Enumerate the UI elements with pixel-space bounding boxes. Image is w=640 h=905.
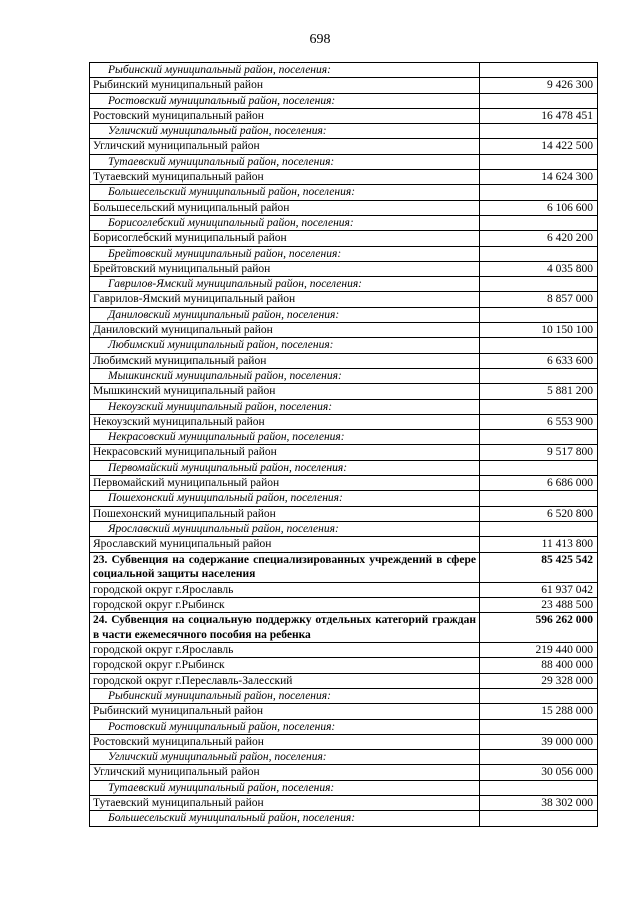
amount-cell: 85 425 542 <box>480 552 598 582</box>
amount-cell <box>480 780 598 795</box>
amount-cell: 39 000 000 <box>480 734 598 749</box>
settlements-subheading-row <box>90 124 598 139</box>
amount-cell <box>480 719 598 734</box>
amount-cell <box>480 338 598 353</box>
amount-cell: 23 488 500 <box>480 597 598 612</box>
settlements-subheading-row <box>90 780 598 795</box>
table-row <box>90 796 598 811</box>
table-row <box>90 384 598 399</box>
amount-cell <box>480 154 598 169</box>
settlements-subheading-row <box>90 368 598 383</box>
amount-cell <box>480 811 598 826</box>
recipient-name-cell: Даниловский муниципальный район <box>90 323 480 338</box>
settlements-subheading-row <box>90 154 598 169</box>
amount-cell: 4 035 800 <box>480 261 598 276</box>
recipient-name-cell: городской округ г.Ярославль <box>90 582 480 597</box>
recipient-name-cell: 23. Субвенция на содержание специализированных учреждений в сфере социальной защиты населения <box>90 552 480 582</box>
recipient-name-cell: Гаврилов-Ямский муниципальный район <box>90 292 480 307</box>
table-row <box>90 643 598 658</box>
table-row <box>90 582 598 597</box>
recipient-name-cell: Некоузский муниципальный район <box>90 414 480 429</box>
recipient-name-cell: Тутаевский муниципальный район, поселения: <box>90 780 480 795</box>
recipient-name-cell: Угличский муниципальный район <box>90 765 480 780</box>
recipient-name-cell: Ростовский муниципальный район <box>90 108 480 123</box>
settlements-subheading-row <box>90 93 598 108</box>
settlements-subheading-row <box>90 688 598 703</box>
recipient-name-cell: Некрасовский муниципальный район <box>90 445 480 460</box>
amount-cell <box>480 185 598 200</box>
recipient-name-cell: Ярославский муниципальный район, поселения: <box>90 521 480 536</box>
amount-cell: 38 302 000 <box>480 796 598 811</box>
amount-cell <box>480 491 598 506</box>
recipient-name-cell: Рыбинский муниципальный район <box>90 704 480 719</box>
recipient-name-cell: Рыбинский муниципальный район <box>90 78 480 93</box>
amount-cell: 15 288 000 <box>480 704 598 719</box>
recipient-name-cell: Угличский муниципальный район <box>90 139 480 154</box>
settlements-subheading-row <box>90 338 598 353</box>
amount-cell: 6 553 900 <box>480 414 598 429</box>
amount-cell: 8 857 000 <box>480 292 598 307</box>
recipient-name-cell: Борисоглебский муниципальный район <box>90 231 480 246</box>
table-row <box>90 292 598 307</box>
table-row <box>90 673 598 688</box>
settlements-subheading-row <box>90 491 598 506</box>
recipient-name-cell: Любимский муниципальный район, поселения: <box>90 338 480 353</box>
settlements-subheading-row <box>90 430 598 445</box>
amount-cell: 219 440 000 <box>480 643 598 658</box>
amount-cell <box>480 430 598 445</box>
amount-cell: 6 106 600 <box>480 200 598 215</box>
subvention-heading-row <box>90 552 598 582</box>
recipient-name-cell: Гаврилов-Ямский муниципальный район, поселения: <box>90 277 480 292</box>
settlements-subheading-row <box>90 63 598 78</box>
recipient-name-cell: Пошехонский муниципальный район <box>90 506 480 521</box>
recipient-name-cell: Брейтовский муниципальный район <box>90 261 480 276</box>
table-row <box>90 414 598 429</box>
recipient-name-cell: городской округ г.Переславль-Залесский <box>90 673 480 688</box>
amount-cell: 14 624 300 <box>480 170 598 185</box>
amount-cell <box>480 688 598 703</box>
recipient-name-cell: 24. Субвенция на социальную поддержку отдельных категорий граждан в части ежемесячного пособия на ребенка <box>90 613 480 643</box>
amount-cell: 5 881 200 <box>480 384 598 399</box>
recipient-name-cell: Тутаевский муниципальный район <box>90 170 480 185</box>
table-row <box>90 78 598 93</box>
recipient-name-cell: Рыбинский муниципальный район, поселения: <box>90 688 480 703</box>
amount-cell <box>480 277 598 292</box>
amount-cell: 29 328 000 <box>480 673 598 688</box>
amount-cell: 88 400 000 <box>480 658 598 673</box>
amount-cell: 9 426 300 <box>480 78 598 93</box>
table-row <box>90 108 598 123</box>
settlements-subheading-row <box>90 185 598 200</box>
recipient-name-cell: Большесельский муниципальный район <box>90 200 480 215</box>
recipient-name-cell: Угличский муниципальный район, поселения: <box>90 124 480 139</box>
settlements-subheading-row <box>90 307 598 322</box>
recipient-name-cell: Даниловский муниципальный район, поселения: <box>90 307 480 322</box>
recipient-name-cell: Ярославский муниципальный район <box>90 537 480 552</box>
settlements-subheading-row <box>90 460 598 475</box>
table-row <box>90 200 598 215</box>
table-row <box>90 139 598 154</box>
table-row <box>90 765 598 780</box>
amount-cell <box>480 460 598 475</box>
recipient-name-cell: Пошехонский муниципальный район, поселения: <box>90 491 480 506</box>
recipient-name-cell: Любимский муниципальный район <box>90 353 480 368</box>
settlements-subheading-row <box>90 277 598 292</box>
table-row <box>90 231 598 246</box>
recipient-name-cell: Угличский муниципальный район, поселения: <box>90 750 480 765</box>
amount-cell <box>480 521 598 536</box>
table-row <box>90 734 598 749</box>
amount-cell: 14 422 500 <box>480 139 598 154</box>
amount-cell <box>480 93 598 108</box>
amount-cell: 61 937 042 <box>480 582 598 597</box>
table-row <box>90 704 598 719</box>
amount-cell: 10 150 100 <box>480 323 598 338</box>
amount-cell <box>480 368 598 383</box>
table-row <box>90 445 598 460</box>
recipient-name-cell: Первомайский муниципальный район, поселения: <box>90 460 480 475</box>
recipient-name-cell: Ростовский муниципальный район, поселения: <box>90 93 480 108</box>
recipient-name-cell: Ростовский муниципальный район, поселения: <box>90 719 480 734</box>
budget-table-body <box>90 63 598 827</box>
settlements-subheading-row <box>90 719 598 734</box>
amount-cell: 6 633 600 <box>480 353 598 368</box>
amount-cell <box>480 215 598 230</box>
amount-cell <box>480 124 598 139</box>
recipient-name-cell: Тутаевский муниципальный район, поселения: <box>90 154 480 169</box>
amount-cell: 6 520 800 <box>480 506 598 521</box>
table-row <box>90 537 598 552</box>
recipient-name-cell: Большесельский муниципальный район, поселения: <box>90 811 480 826</box>
recipient-name-cell: Рыбинский муниципальный район, поселения: <box>90 63 480 78</box>
recipient-name-cell: Первомайский муниципальный район <box>90 476 480 491</box>
table-row <box>90 170 598 185</box>
amount-cell: 596 262 000 <box>480 613 598 643</box>
recipient-name-cell: городской округ г.Ярославль <box>90 643 480 658</box>
amount-cell: 11 413 800 <box>480 537 598 552</box>
recipient-name-cell: городской округ г.Рыбинск <box>90 658 480 673</box>
settlements-subheading-row <box>90 521 598 536</box>
table-row <box>90 353 598 368</box>
settlements-subheading-row <box>90 811 598 826</box>
recipient-name-cell: Тутаевский муниципальный район <box>90 796 480 811</box>
settlements-subheading-row <box>90 750 598 765</box>
amount-cell: 30 056 000 <box>480 765 598 780</box>
amount-cell <box>480 246 598 261</box>
recipient-name-cell: Брейтовский муниципальный район, поселения: <box>90 246 480 261</box>
settlements-subheading-row <box>90 399 598 414</box>
recipient-name-cell: Некоузский муниципальный район, поселения: <box>90 399 480 414</box>
settlements-subheading-row <box>90 246 598 261</box>
table-row <box>90 476 598 491</box>
amount-cell <box>480 307 598 322</box>
amount-cell: 9 517 800 <box>480 445 598 460</box>
recipient-name-cell: Ростовский муниципальный район <box>90 734 480 749</box>
table-row <box>90 597 598 612</box>
table-row <box>90 506 598 521</box>
amount-cell: 6 420 200 <box>480 231 598 246</box>
recipient-name-cell: городской округ г.Рыбинск <box>90 597 480 612</box>
table-row <box>90 658 598 673</box>
recipient-name-cell: Мышкинский муниципальный район, поселения: <box>90 368 480 383</box>
table-row <box>90 261 598 276</box>
recipient-name-cell: Борисоглебский муниципальный район, поселения: <box>90 215 480 230</box>
amount-cell <box>480 750 598 765</box>
amount-cell <box>480 63 598 78</box>
amount-cell: 6 686 000 <box>480 476 598 491</box>
settlements-subheading-row <box>90 215 598 230</box>
amount-cell: 16 478 451 <box>480 108 598 123</box>
recipient-name-cell: Мышкинский муниципальный район <box>90 384 480 399</box>
amount-cell <box>480 399 598 414</box>
subvention-heading-row <box>90 613 598 643</box>
recipient-name-cell: Большесельский муниципальный район, поселения: <box>90 185 480 200</box>
recipient-name-cell: Некрасовский муниципальный район, поселения: <box>90 430 480 445</box>
page-number: 698 <box>309 32 331 47</box>
table-row <box>90 323 598 338</box>
budget-table <box>89 62 598 827</box>
